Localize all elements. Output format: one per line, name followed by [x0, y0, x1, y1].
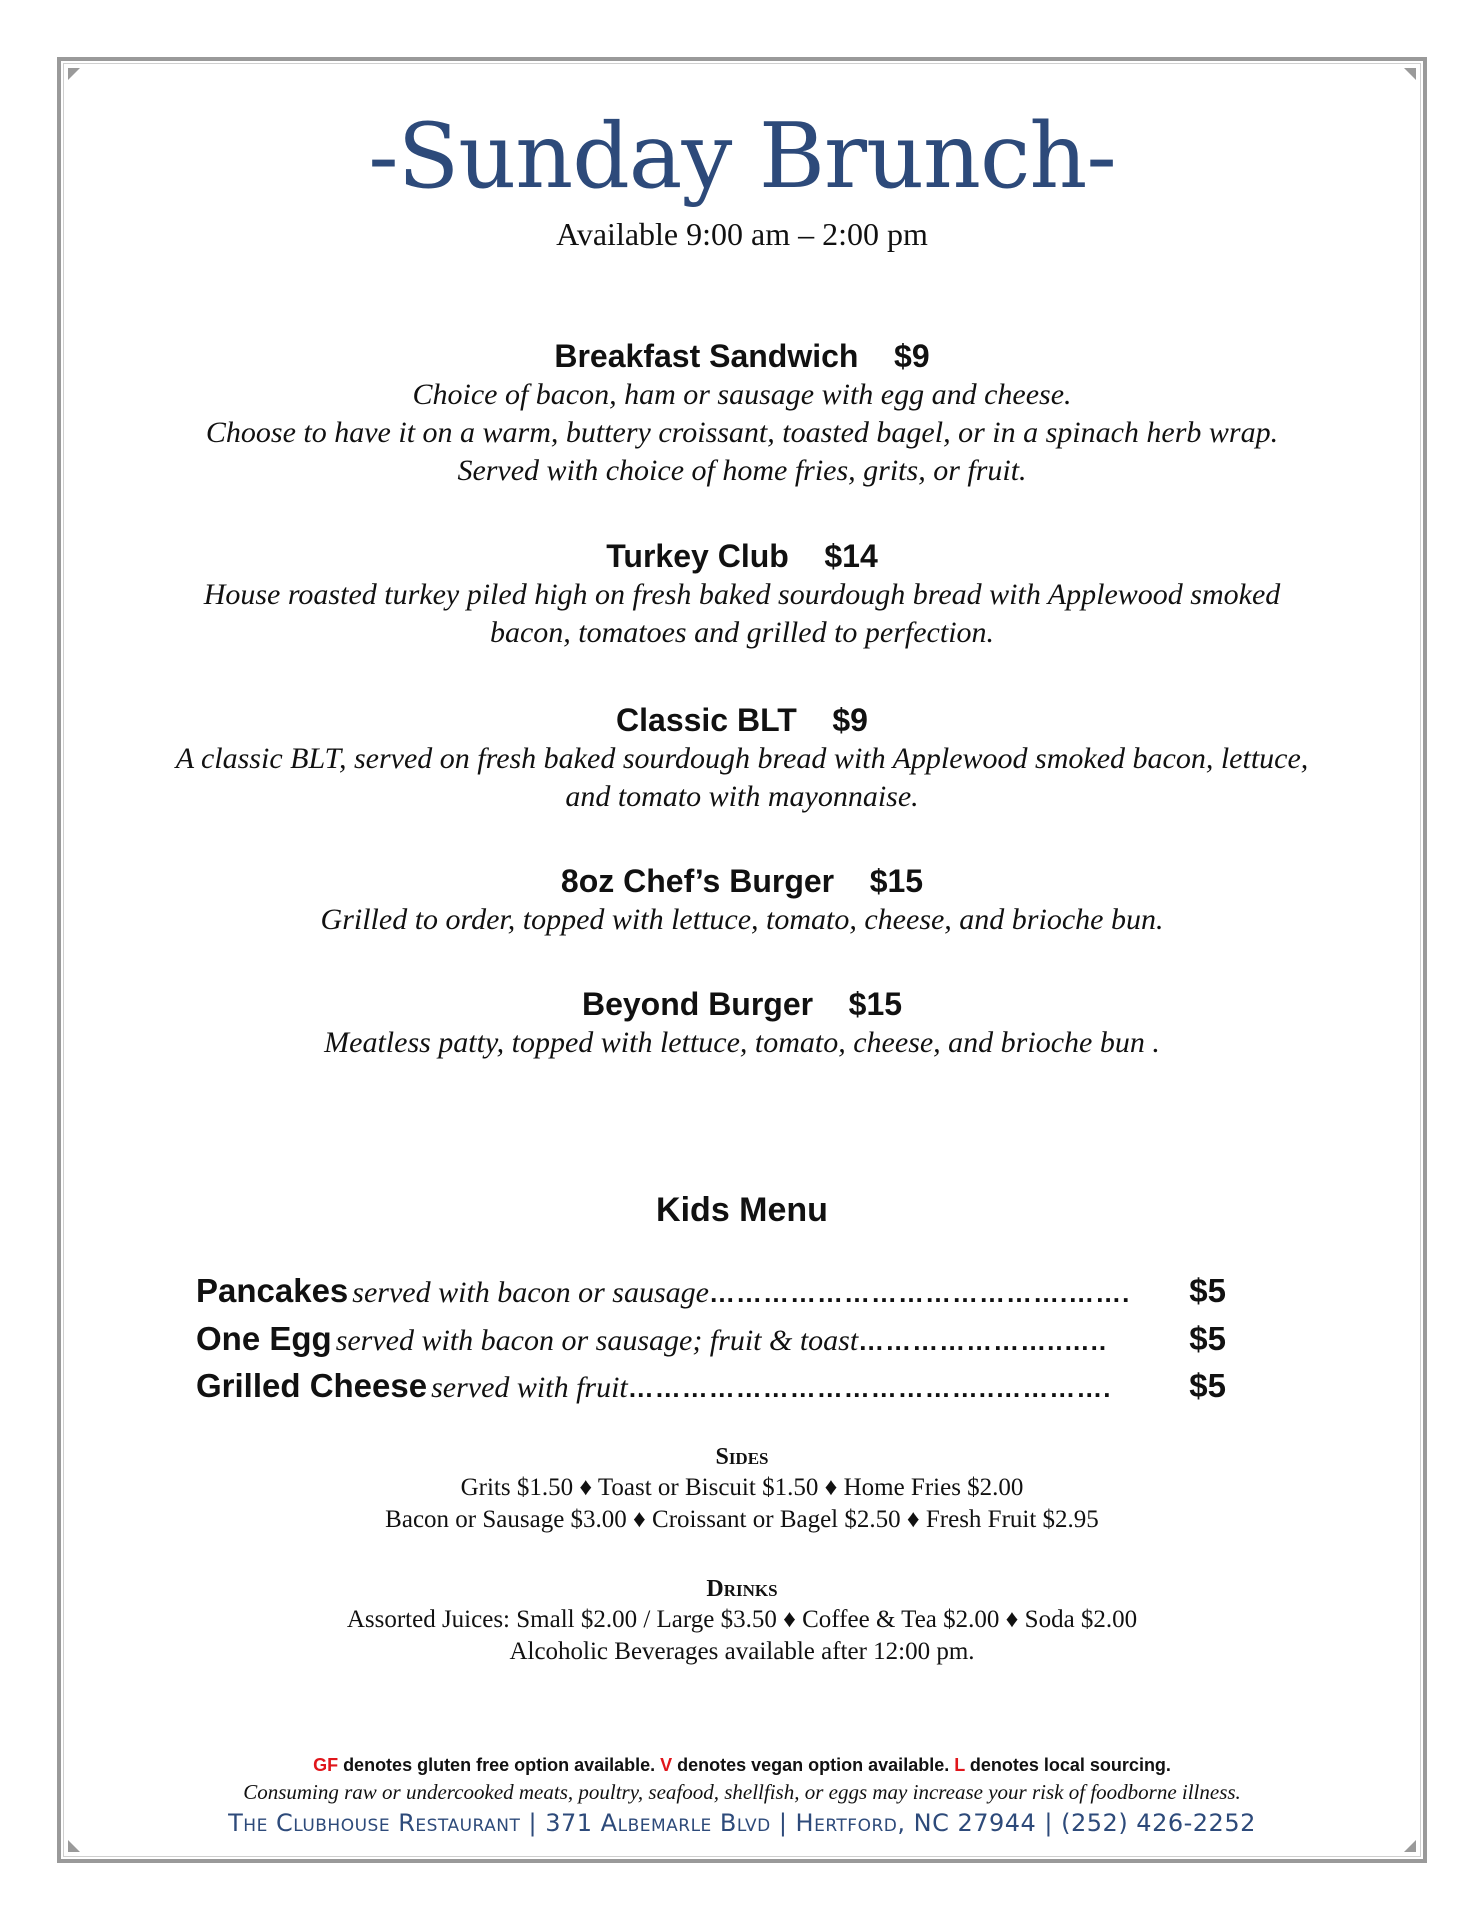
corner-ornament [1404, 68, 1416, 80]
item-name: Classic BLT [616, 702, 797, 738]
item-price: $15 [848, 986, 903, 1022]
drinks-line: Alcoholic Beverages available after 12:00 pm. [509, 1638, 975, 1665]
restaurant-footer: The Clubhouse Restaurant | 371 Albemarle Blvd | Hertford, NC 27944 | (252) 426-2252 [228, 1809, 1256, 1837]
item-heading [0, 336, 1484, 376]
sides-line: Bacon or Sausage $3.00 ♦ Croissant or Bagel $2.50 ♦ Fresh Fruit $2.95 [385, 1506, 1099, 1533]
food-safety-warning: Consuming raw or undercooked meats, poultry, seafood, shellfish, or eggs may increase your risk of foodborne illness. [243, 1780, 1241, 1804]
kids-item [196, 1272, 1226, 1320]
item-description: Served with choice of home fries, grits, or fruit. [457, 454, 1027, 487]
item-price: $15 [869, 863, 924, 899]
kids-item [196, 1367, 1226, 1415]
item-heading [0, 984, 1484, 1024]
item-name: Beyond Burger [581, 986, 814, 1022]
kids-item [196, 1320, 1226, 1368]
kids-item-description: served with bacon or sausage [352, 1276, 709, 1309]
dot-leader: ………………………………….……. [708, 1278, 1131, 1308]
sides-line: Grits $1.50 ♦ Toast or Biscuit $1.50 ♦ Home Fries $2.00 [460, 1474, 1024, 1501]
menu-item [0, 336, 1484, 490]
drinks-title-text: Drinks [706, 1576, 778, 1602]
dietary-legend [0, 1753, 1484, 1777]
item-description: Grilled to order, topped with lettuce, tomato, cheese, and brioche bun. [320, 903, 1164, 936]
item-price: $9 [832, 702, 868, 738]
corner-ornament [1404, 1840, 1416, 1852]
item-name: Breakfast Sandwich [554, 338, 859, 374]
kids-item-price: $5 [1189, 1320, 1226, 1357]
kids-item-description: served with fruit [431, 1371, 628, 1404]
item-description: Meatless patty, topped with lettuce, tomato, cheese, and brioche bun . [324, 1026, 1160, 1059]
item-description: A classic BLT, served on fresh baked sourdough bread with Applewood smoked bacon, lettuce, [175, 742, 1309, 775]
item-price: $9 [894, 338, 930, 374]
menu-title: -Sunday Brunch- [368, 104, 1116, 209]
menu-item [0, 861, 1484, 939]
menu-item [0, 700, 1484, 816]
kids-item-price: $5 [1189, 1272, 1226, 1309]
menu-hours: Available 9:00 am – 2:00 pm [556, 216, 928, 252]
item-description: and tomato with mayonnaise. [565, 780, 919, 813]
kids-item-name: Grilled Cheese [196, 1367, 428, 1404]
kids-item-name: One Egg [196, 1320, 332, 1357]
menu-item [0, 984, 1484, 1062]
v-code: V [660, 1755, 673, 1775]
kids-item-name: Pancakes [196, 1272, 349, 1309]
item-heading [0, 861, 1484, 901]
drinks-title [0, 1574, 1484, 1604]
item-heading [0, 700, 1484, 740]
item-description: House roasted turkey piled high on fresh baked sourdough bread with Applewood smoked [203, 578, 1281, 611]
item-name: Turkey Club [606, 538, 789, 574]
kids-menu-title: Kids Menu [656, 1191, 828, 1229]
sides-title [0, 1442, 1484, 1472]
drinks-line: Assorted Juices: Small $2.00 / Large $3.50 ♦ Coffee & Tea $2.00 ♦ Soda $2.00 [346, 1606, 1138, 1633]
kids-item-price: $5 [1189, 1367, 1226, 1404]
dot-leader: …………………..….. [858, 1326, 1108, 1356]
sides-title-text: Sides [715, 1444, 769, 1470]
gf-code: GF [313, 1755, 339, 1775]
item-description: bacon, tomatoes and grilled to perfection. [489, 616, 995, 649]
v-text: denotes vegan option available. [672, 1755, 955, 1775]
item-description: Choose to have it on a warm, buttery croissant, toasted bagel, or in a spinach herb wrap. [205, 416, 1279, 449]
corner-ornament [68, 1840, 80, 1852]
kids-item-description: served with bacon or sausage; fruit & toast [335, 1324, 859, 1357]
item-name: 8oz Chef’s Burger [560, 863, 835, 899]
gf-text: denotes gluten free option available. [338, 1755, 661, 1775]
item-price: $14 [824, 538, 878, 574]
l-text: denotes local sourcing. [964, 1755, 1171, 1775]
drinks-section [0, 1574, 1484, 1668]
menu-item [0, 536, 1484, 652]
dot-leader: …………………………………..…………. [627, 1373, 1112, 1403]
corner-ornament [68, 68, 80, 80]
item-description: Choice of bacon, ham or sausage with egg and cheese. [412, 378, 1072, 411]
sides-section [0, 1442, 1484, 1536]
l-code: L [954, 1755, 965, 1775]
item-heading [0, 536, 1484, 576]
